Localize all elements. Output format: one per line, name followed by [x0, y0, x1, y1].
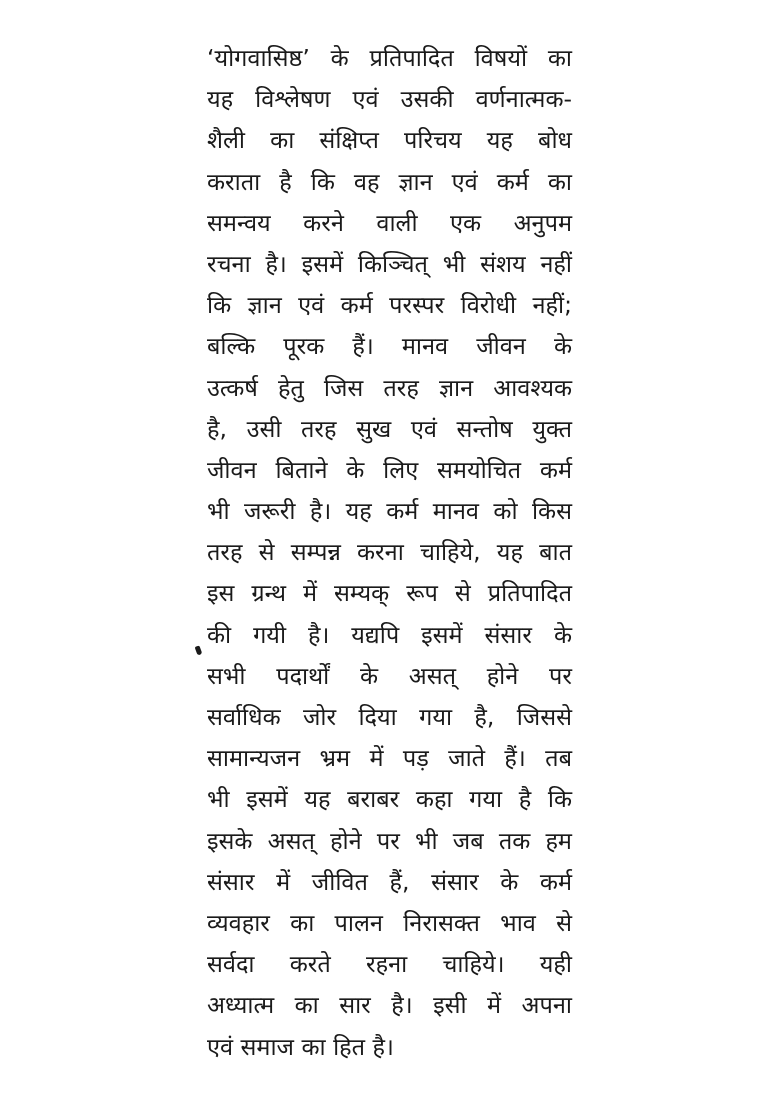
text-line: इसके असत् होने पर भी जब तक हम — [207, 826, 572, 855]
text-line: तरह से सम्पन्न करना चाहिये, यह बात — [207, 538, 572, 567]
text-line: शैली का संक्षिप्त परिचय यह बोध — [207, 126, 572, 155]
ink-mark — [195, 645, 203, 655]
text-line: संसार में जीवित हैं, संसार के कर्म — [207, 867, 572, 896]
text-line: रचना है। इसमें किञ्चित् भी संशय नहीं — [207, 249, 572, 278]
text-line: इस ग्रन्थ में सम्यक् रूप से प्रतिपादित — [207, 579, 572, 608]
text-line: ‘योगवासिष्ठ’ के प्रतिपादित विषयों का — [207, 44, 572, 72]
text-line: कराता है कि वह ज्ञान एवं कर्म का — [207, 167, 572, 196]
text-line: अध्यात्म का सार है। इसी में अपना — [207, 991, 572, 1020]
text-line: भी इसमें यह बराबर कहा गया है कि — [207, 785, 572, 814]
text-line: यह विश्लेषण एवं उसकी वर्णनात्मक- — [207, 85, 572, 114]
text-line: जीवन बिताने के लिए समयोचित कर्म — [207, 455, 572, 484]
text-line: कि ज्ञान एवं कर्म परस्पर विरोधी नहीं; — [207, 291, 572, 320]
text-line: है, उसी तरह सुख एवं सन्तोष युक्त — [207, 414, 572, 443]
text-line: भी जरूरी है। यह कर्म मानव को किस — [207, 497, 572, 526]
text-line: एवं समाज का हित है। — [207, 1032, 394, 1061]
text-line: सामान्यजन भ्रम में पड़ जाते हैं। तब — [207, 744, 572, 773]
text-line: समन्वय करने वाली एक अनुपम — [207, 208, 572, 237]
text-line: की गयी है। यद्यपि इसमें संसार के — [207, 620, 572, 649]
text-line: सर्वाधिक जोर दिया गया है, जिससे — [207, 703, 572, 731]
text-line: सभी पदार्थों के असत् होने पर — [207, 661, 572, 690]
text-line: सर्वदा करते रहना चाहिये। यही — [207, 950, 572, 979]
text-line: व्यवहार का पालन निरासक्त भाव से — [207, 908, 572, 937]
text-column — [207, 38, 572, 1068]
text-line: बल्कि पूरक हैं। मानव जीवन के — [207, 332, 572, 361]
text-line: उत्कर्ष हेतु जिस तरह ज्ञान आवश्यक — [207, 373, 572, 402]
